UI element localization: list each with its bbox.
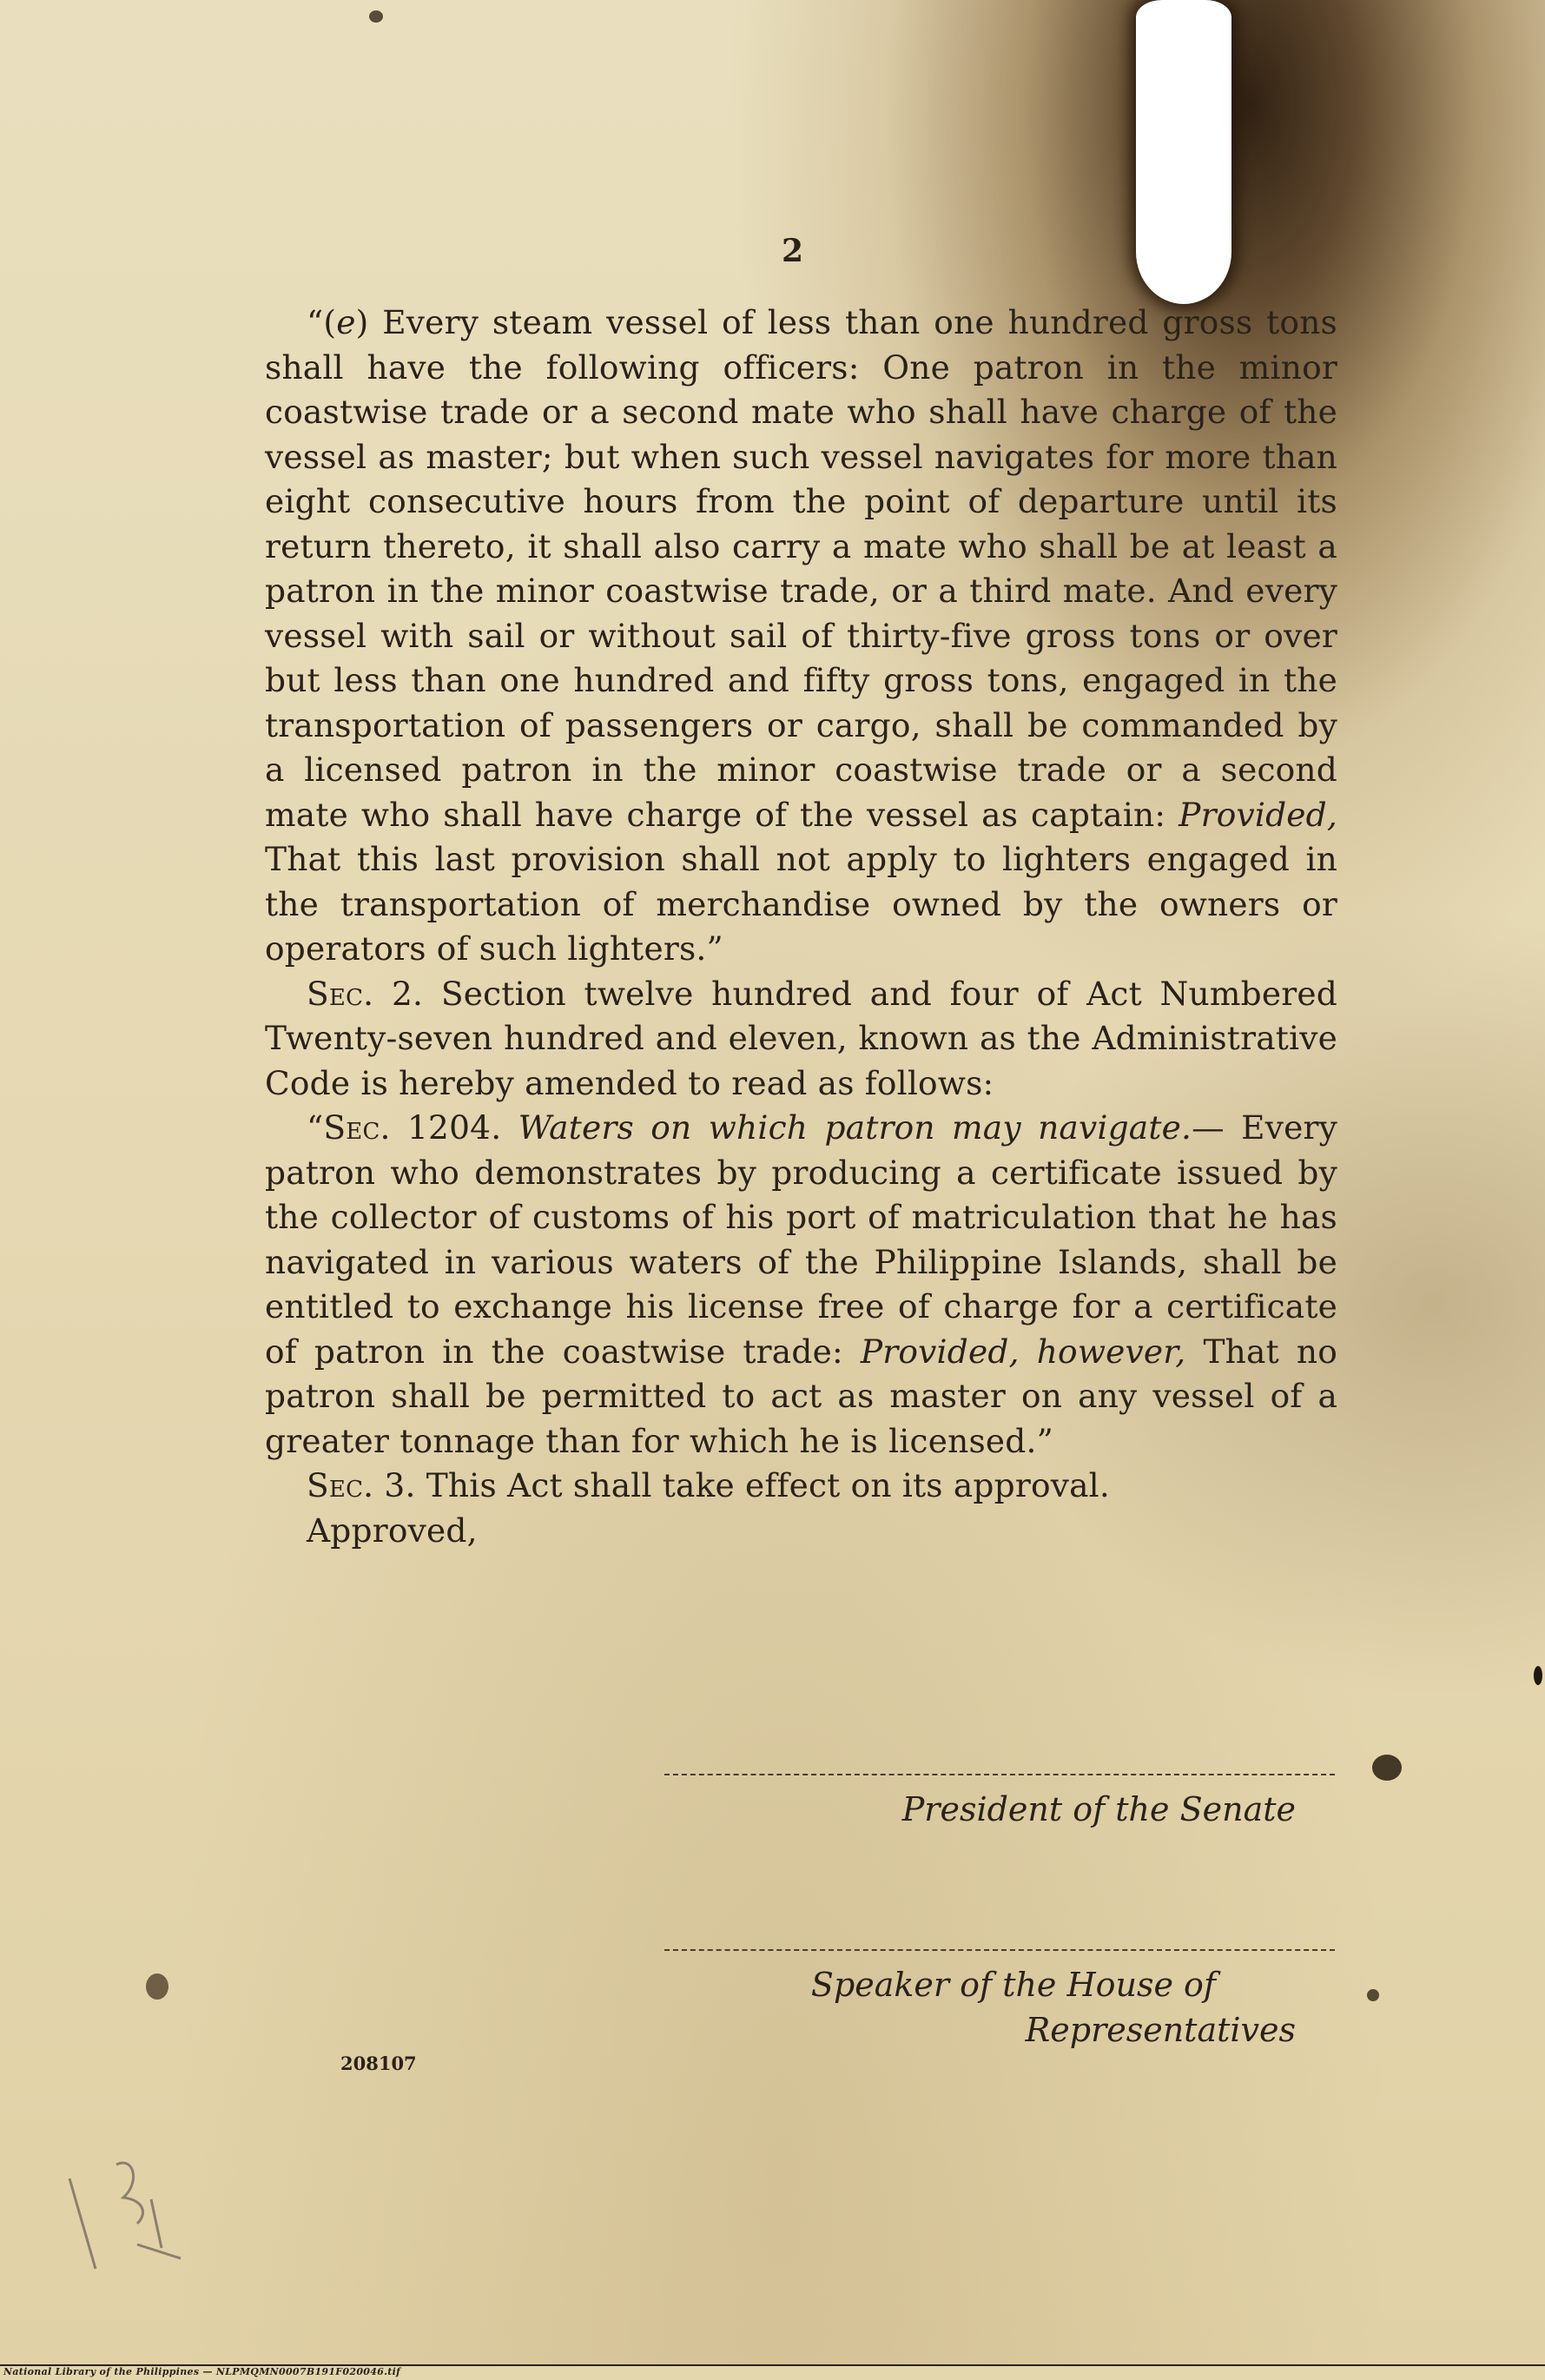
- section-e-paragraph: “(e) Every steam vessel of less than one hundred gross tons shall have the following officers: One patron in the minor coastwise trade or a second mate who shall have charge of the vessel as master; but when such vessel navigates for more than eight consecutive hours from the point of departure until its return thereto, it shall also carry a mate who shall be at least a patron in the minor coastwise trade, or a third mate. And every vessel with sail or without sail of thirty-five gross tons or over but less than one hundred and fifty gross tons, engaged in the transportation of passengers or cargo, shall be commanded by a licensed patron in the minor coastwise trade or a second mate who shall have charge of the vessel as captain: Provided, That this last provision shall not apply to lighters engaged in the transportation of merchandise owned by the owners or operators of such lighters.”: [265, 303, 1337, 968]
- speaker-of-house-label-line2: Representatives: [1025, 2011, 1296, 2049]
- approved-label: Approved,: [307, 1511, 478, 1550]
- speaker-of-house-label-line1: Speaker of the House of: [810, 1966, 1216, 2004]
- print-reference-number: 208107: [340, 2053, 417, 2074]
- section-2-paragraph: Sec. 2. Section twelve hundred and four of Act Numbered Twenty-seven hundred and eleven, known as the Administrative Code is hereby amended to read as follows:: [265, 974, 1337, 1102]
- act-body-text: [265, 301, 1337, 1553]
- burn-hole: [1136, 0, 1231, 304]
- handwritten-pencil-mark: [54, 2147, 193, 2295]
- ink-blot: [1372, 1755, 1402, 1781]
- archive-footer-text: National Library of the Philippines — NLPMQMN0007B191F020046.tif: [3, 2366, 401, 2377]
- section-1204-paragraph: “Sec. 1204. Waters on which patron may navigate.— Every patron who demonstrates by producing a certificate issued by the collector of customs of his port of matriculation that he has navigated in various waters of the Philippine Islands, shall be entitled to exchange his license free of charge for a certificate of patron in the coastwise trade: Provided, however, That no patron shall be permitted to act as master on any vessel of a greater tonnage than for which he is licensed.”: [265, 1108, 1337, 1460]
- page-number: 2: [782, 233, 804, 269]
- section-1204-title: Waters on which patron may navigate.: [518, 1108, 1192, 1147]
- president-of-senate-label: President of the Senate: [901, 1790, 1296, 1828]
- ink-blot: [369, 10, 383, 23]
- president-signature-line: [664, 1774, 1335, 1775]
- speaker-signature-line: [664, 1949, 1335, 1951]
- ink-blot: [1367, 1989, 1379, 2001]
- ink-blot: [146, 1973, 168, 2000]
- ink-blot: [1534, 1666, 1542, 1685]
- section-3-paragraph: Sec. 3. This Act shall take effect on its approval.: [307, 1466, 1110, 1504]
